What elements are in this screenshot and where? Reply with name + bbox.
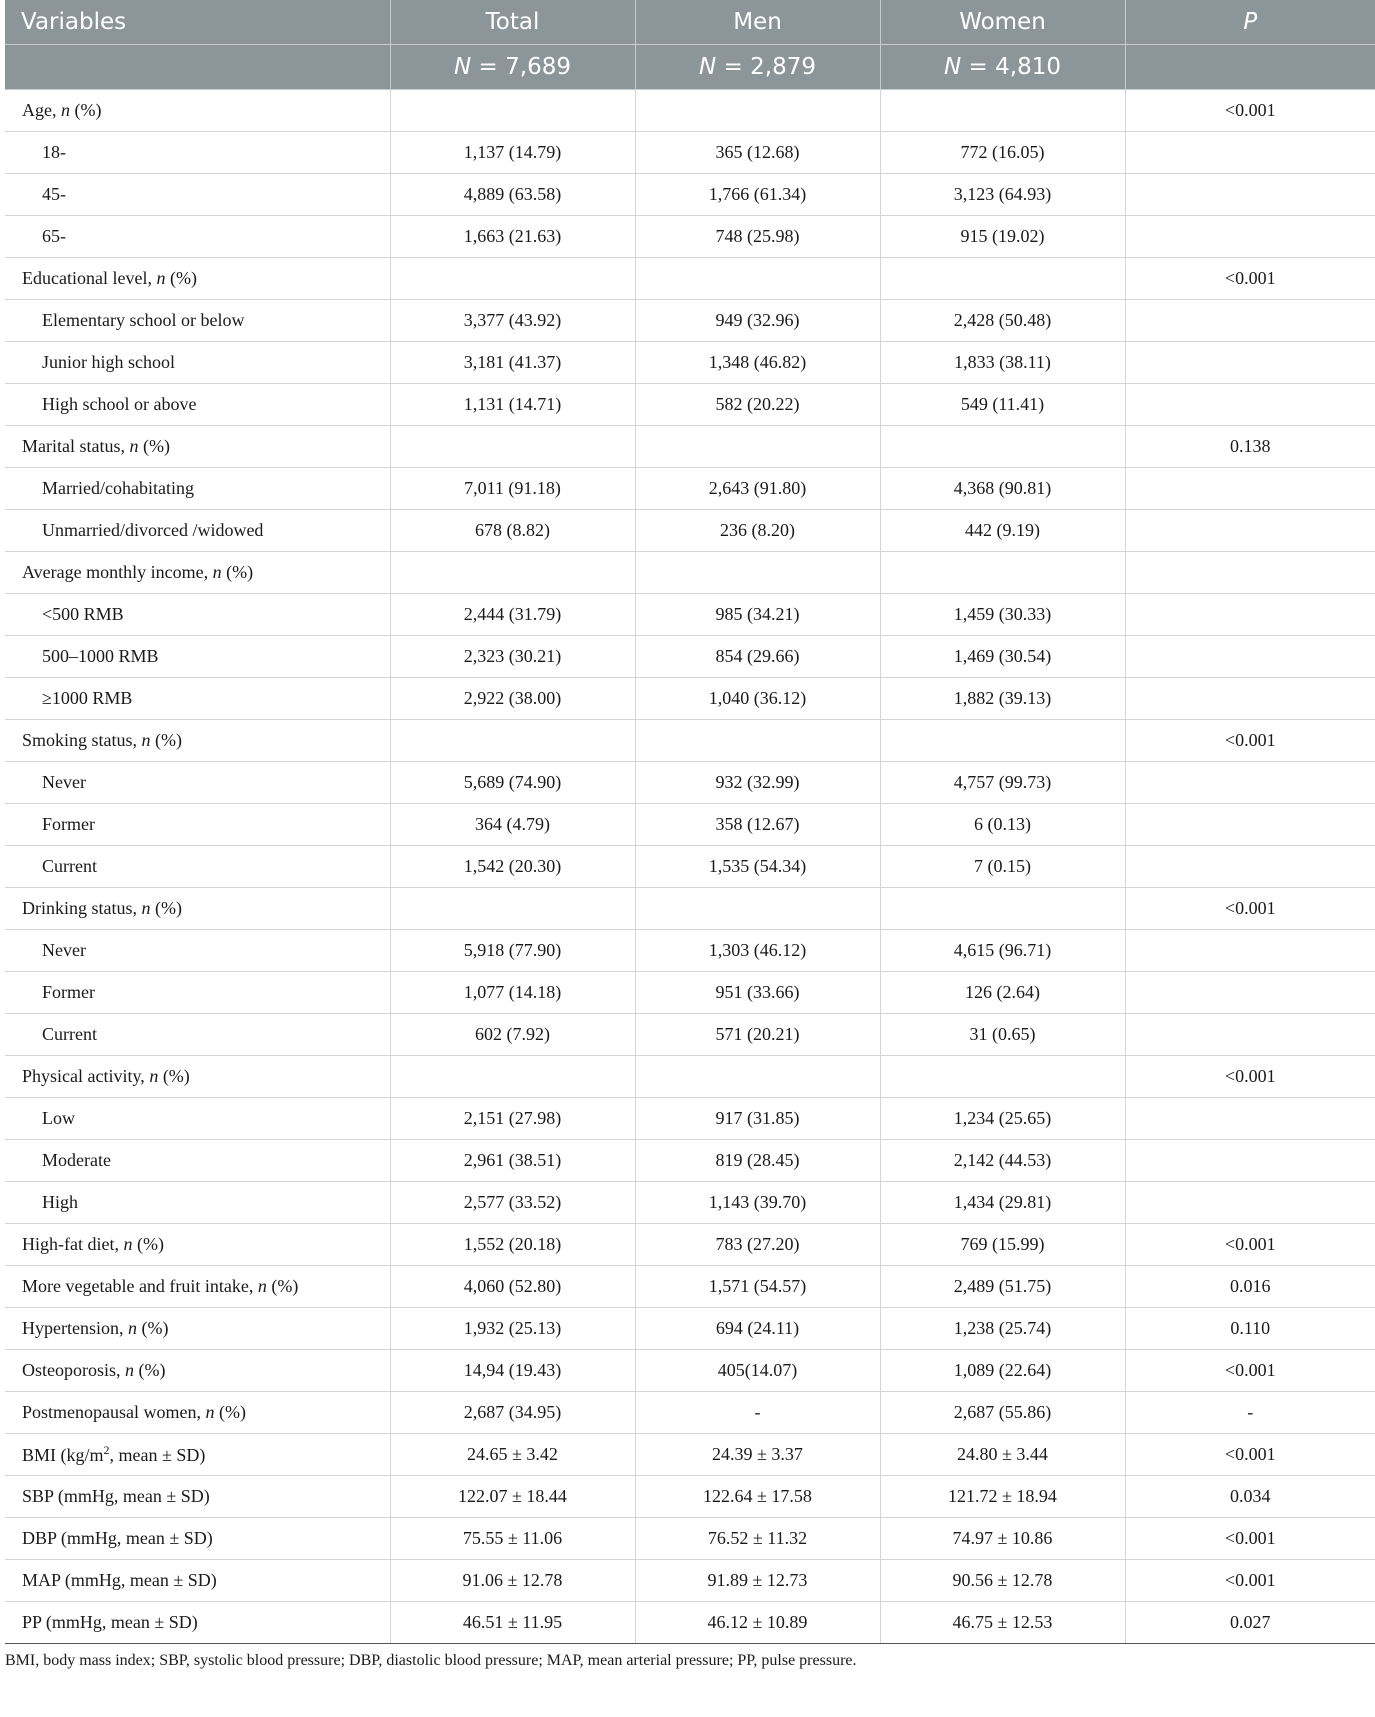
cell-women xyxy=(880,720,1125,762)
cell-total: 91.06 ± 12.78 xyxy=(390,1560,635,1602)
cell-women xyxy=(880,552,1125,594)
table-row xyxy=(5,972,1375,1014)
header-n-blank xyxy=(5,45,390,90)
cell-total: 46.51 ± 11.95 xyxy=(390,1602,635,1644)
cell-total: 122.07 ± 18.44 xyxy=(390,1476,635,1518)
cell-p: 0.034 xyxy=(1125,1476,1375,1518)
cell-p xyxy=(1125,1182,1375,1224)
row-label: Never xyxy=(5,930,390,972)
cell-men: - xyxy=(635,1392,880,1434)
row-label: Married/cohabitating xyxy=(5,468,390,510)
header-variables: Variables xyxy=(5,0,390,45)
cell-men: 854 (29.66) xyxy=(635,636,880,678)
cell-women: 126 (2.64) xyxy=(880,972,1125,1014)
cell-total: 4,060 (52.80) xyxy=(390,1266,635,1308)
header-n-men: N = 2,879 xyxy=(635,45,880,90)
cell-men xyxy=(635,90,880,132)
cell-men: 76.52 ± 11.32 xyxy=(635,1518,880,1560)
header-row-1 xyxy=(5,0,1375,45)
cell-p xyxy=(1125,1014,1375,1056)
row-label: Elementary school or below xyxy=(5,300,390,342)
cell-p xyxy=(1125,132,1375,174)
cell-p xyxy=(1125,972,1375,1014)
cell-women: 46.75 ± 12.53 xyxy=(880,1602,1125,1644)
cell-men: 917 (31.85) xyxy=(635,1098,880,1140)
cell-total: 5,918 (77.90) xyxy=(390,930,635,972)
cell-p: <0.001 xyxy=(1125,720,1375,762)
cell-total: 1,137 (14.79) xyxy=(390,132,635,174)
table-row xyxy=(5,1056,1375,1098)
cell-total xyxy=(390,90,635,132)
cell-p xyxy=(1125,1098,1375,1140)
cell-men: 1,348 (46.82) xyxy=(635,342,880,384)
row-label: DBP (mmHg, mean ± SD) xyxy=(5,1518,390,1560)
cell-p: 0.016 xyxy=(1125,1266,1375,1308)
cell-women: 1,234 (25.65) xyxy=(880,1098,1125,1140)
table-row xyxy=(5,1602,1375,1644)
table-row xyxy=(5,384,1375,426)
cell-men xyxy=(635,720,880,762)
cell-total: 24.65 ± 3.42 xyxy=(390,1434,635,1476)
cell-women: 442 (9.19) xyxy=(880,510,1125,552)
header-n-total: N = 7,689 xyxy=(390,45,635,90)
cell-women: 915 (19.02) xyxy=(880,216,1125,258)
cell-men: 819 (28.45) xyxy=(635,1140,880,1182)
table-row xyxy=(5,174,1375,216)
cell-women: 6 (0.13) xyxy=(880,804,1125,846)
cell-p: <0.001 xyxy=(1125,888,1375,930)
row-label: Former xyxy=(5,972,390,1014)
cell-p xyxy=(1125,762,1375,804)
cell-women: 1,459 (30.33) xyxy=(880,594,1125,636)
cell-total: 3,377 (43.92) xyxy=(390,300,635,342)
row-label: Current xyxy=(5,846,390,888)
characteristics-table xyxy=(5,0,1375,1644)
cell-total: 1,552 (20.18) xyxy=(390,1224,635,1266)
cell-p: <0.001 xyxy=(1125,1224,1375,1266)
cell-women: 121.72 ± 18.94 xyxy=(880,1476,1125,1518)
cell-p xyxy=(1125,930,1375,972)
cell-men: 1,040 (36.12) xyxy=(635,678,880,720)
table-row xyxy=(5,132,1375,174)
cell-p xyxy=(1125,678,1375,720)
cell-total xyxy=(390,552,635,594)
cell-women: 3,123 (64.93) xyxy=(880,174,1125,216)
cell-total: 5,689 (74.90) xyxy=(390,762,635,804)
table-footnote: BMI, body mass index; SBP, systolic blood pressure; DBP, diastolic blood pressure; MAP, mean arterial pressure; PP, pulse pressure. xyxy=(5,1652,857,1669)
cell-total xyxy=(390,258,635,300)
cell-p: 0.027 xyxy=(1125,1602,1375,1644)
cell-women: 90.56 ± 12.78 xyxy=(880,1560,1125,1602)
cell-women xyxy=(880,426,1125,468)
cell-p xyxy=(1125,468,1375,510)
cell-total: 2,961 (38.51) xyxy=(390,1140,635,1182)
cell-total: 1,932 (25.13) xyxy=(390,1308,635,1350)
row-label: Age, n (%) xyxy=(5,90,390,132)
cell-women: 772 (16.05) xyxy=(880,132,1125,174)
row-label: Moderate xyxy=(5,1140,390,1182)
table-row xyxy=(5,216,1375,258)
table-row xyxy=(5,720,1375,762)
table-row xyxy=(5,804,1375,846)
cell-women xyxy=(880,888,1125,930)
row-label: Average monthly income, n (%) xyxy=(5,552,390,594)
cell-p: 0.110 xyxy=(1125,1308,1375,1350)
row-label: Unmarried/divorced /widowed xyxy=(5,510,390,552)
table-row xyxy=(5,762,1375,804)
cell-women: 1,833 (38.11) xyxy=(880,342,1125,384)
row-label: High school or above xyxy=(5,384,390,426)
cell-p xyxy=(1125,216,1375,258)
cell-p: <0.001 xyxy=(1125,90,1375,132)
header-men: Men xyxy=(635,0,880,45)
cell-men: 24.39 ± 3.37 xyxy=(635,1434,880,1476)
row-label: MAP (mmHg, mean ± SD) xyxy=(5,1560,390,1602)
cell-total: 14,94 (19.43) xyxy=(390,1350,635,1392)
table-container xyxy=(5,0,1375,1670)
table-row xyxy=(5,1392,1375,1434)
cell-men: 1,143 (39.70) xyxy=(635,1182,880,1224)
table-row xyxy=(5,594,1375,636)
row-label: PP (mmHg, mean ± SD) xyxy=(5,1602,390,1644)
cell-women: 2,687 (55.86) xyxy=(880,1392,1125,1434)
table-header xyxy=(5,0,1375,90)
row-label: BMI ($kg/m^2$, mean ± SD) xyxy=(5,1434,390,1476)
cell-men: 1,766 (61.34) xyxy=(635,174,880,216)
cell-men: 748 (25.98) xyxy=(635,216,880,258)
cell-men: 365 (12.68) xyxy=(635,132,880,174)
table-row xyxy=(5,426,1375,468)
cell-women: 1,882 (39.13) xyxy=(880,678,1125,720)
cell-men: 46.12 ± 10.89 xyxy=(635,1602,880,1644)
table-row xyxy=(5,258,1375,300)
row-label: <500 RMB xyxy=(5,594,390,636)
cell-total: 602 (7.92) xyxy=(390,1014,635,1056)
table-row xyxy=(5,90,1375,132)
table-row xyxy=(5,846,1375,888)
row-label: 500–1000 RMB xyxy=(5,636,390,678)
cell-women xyxy=(880,1056,1125,1098)
cell-total: 4,889 (63.58) xyxy=(390,174,635,216)
cell-women: 74.97 ± 10.86 xyxy=(880,1518,1125,1560)
cell-p: <0.001 xyxy=(1125,1434,1375,1476)
cell-p xyxy=(1125,552,1375,594)
table-row xyxy=(5,1476,1375,1518)
header-p-blank xyxy=(1125,45,1375,90)
cell-p xyxy=(1125,384,1375,426)
table-row xyxy=(5,1518,1375,1560)
cell-p xyxy=(1125,342,1375,384)
cell-p: 0.138 xyxy=(1125,426,1375,468)
row-label: Never xyxy=(5,762,390,804)
cell-women: 1,238 (25.74) xyxy=(880,1308,1125,1350)
cell-men xyxy=(635,1056,880,1098)
cell-women: 1,434 (29.81) xyxy=(880,1182,1125,1224)
cell-total: 3,181 (41.37) xyxy=(390,342,635,384)
cell-women: 4,368 (90.81) xyxy=(880,468,1125,510)
header-n-women: N = 4,810 xyxy=(880,45,1125,90)
cell-men: 405(14.07) xyxy=(635,1350,880,1392)
cell-women: 7 (0.15) xyxy=(880,846,1125,888)
cell-p: <0.001 xyxy=(1125,1056,1375,1098)
cell-total: 2,577 (33.52) xyxy=(390,1182,635,1224)
cell-men: 1,571 (54.57) xyxy=(635,1266,880,1308)
cell-total xyxy=(390,1056,635,1098)
cell-men: 2,643 (91.80) xyxy=(635,468,880,510)
cell-women: 24.80 ± 3.44 xyxy=(880,1434,1125,1476)
row-label: ≥1000 RMB xyxy=(5,678,390,720)
cell-total: 1,663 (21.63) xyxy=(390,216,635,258)
cell-p xyxy=(1125,594,1375,636)
row-label: Educational level, n (%) xyxy=(5,258,390,300)
cell-total: 2,922 (38.00) xyxy=(390,678,635,720)
table-row xyxy=(5,1182,1375,1224)
cell-men xyxy=(635,552,880,594)
table-row xyxy=(5,1434,1375,1476)
header-p: P xyxy=(1125,0,1375,45)
cell-women: 1,469 (30.54) xyxy=(880,636,1125,678)
cell-men: 985 (34.21) xyxy=(635,594,880,636)
cell-women: 769 (15.99) xyxy=(880,1224,1125,1266)
row-label: More vegetable and fruit intake, n (%) xyxy=(5,1266,390,1308)
row-label: SBP (mmHg, mean ± SD) xyxy=(5,1476,390,1518)
header-total: Total xyxy=(390,0,635,45)
cell-total: 1,077 (14.18) xyxy=(390,972,635,1014)
cell-women: 31 (0.65) xyxy=(880,1014,1125,1056)
table-row xyxy=(5,678,1375,720)
table-row xyxy=(5,342,1375,384)
table-row xyxy=(5,1224,1375,1266)
cell-p xyxy=(1125,804,1375,846)
cell-total: 364 (4.79) xyxy=(390,804,635,846)
cell-total: 1,131 (14.71) xyxy=(390,384,635,426)
cell-men: 694 (24.11) xyxy=(635,1308,880,1350)
cell-women: 2,428 (50.48) xyxy=(880,300,1125,342)
header-women: Women xyxy=(880,0,1125,45)
row-label: High-fat diet, n (%) xyxy=(5,1224,390,1266)
table-row xyxy=(5,636,1375,678)
cell-women xyxy=(880,258,1125,300)
header-n-women-value: 4,810 xyxy=(995,54,1061,80)
row-label: Current xyxy=(5,1014,390,1056)
header-n-men-value: 2,879 xyxy=(750,54,816,80)
table-row xyxy=(5,510,1375,552)
cell-men: 571 (20.21) xyxy=(635,1014,880,1056)
cell-men: 358 (12.67) xyxy=(635,804,880,846)
cell-men: 783 (27.20) xyxy=(635,1224,880,1266)
cell-women: 2,489 (51.75) xyxy=(880,1266,1125,1308)
header-row-2 xyxy=(5,45,1375,90)
cell-p xyxy=(1125,846,1375,888)
cell-men: 1,303 (46.12) xyxy=(635,930,880,972)
table-row xyxy=(5,888,1375,930)
row-label: Postmenopausal women, n (%) xyxy=(5,1392,390,1434)
cell-women: 4,757 (99.73) xyxy=(880,762,1125,804)
row-label: Junior high school xyxy=(5,342,390,384)
row-label: Osteoporosis, n (%) xyxy=(5,1350,390,1392)
cell-p: - xyxy=(1125,1392,1375,1434)
table-row xyxy=(5,1560,1375,1602)
cell-men: 122.64 ± 17.58 xyxy=(635,1476,880,1518)
cell-total: 7,011 (91.18) xyxy=(390,468,635,510)
row-label: 65- xyxy=(5,216,390,258)
cell-total xyxy=(390,888,635,930)
row-label: 45- xyxy=(5,174,390,216)
cell-men: 236 (8.20) xyxy=(635,510,880,552)
cell-p xyxy=(1125,510,1375,552)
cell-p xyxy=(1125,636,1375,678)
table-row xyxy=(5,930,1375,972)
cell-men: 91.89 ± 12.73 xyxy=(635,1560,880,1602)
table-row xyxy=(5,1098,1375,1140)
cell-total: 75.55 ± 11.06 xyxy=(390,1518,635,1560)
cell-men: 949 (32.96) xyxy=(635,300,880,342)
table-row xyxy=(5,300,1375,342)
cell-total xyxy=(390,720,635,762)
row-label: Low xyxy=(5,1098,390,1140)
table-row xyxy=(5,1266,1375,1308)
row-label: Smoking status, n (%) xyxy=(5,720,390,762)
cell-total: 1,542 (20.30) xyxy=(390,846,635,888)
row-label: Physical activity, n (%) xyxy=(5,1056,390,1098)
cell-p xyxy=(1125,1140,1375,1182)
row-label: Marital status, n (%) xyxy=(5,426,390,468)
table-row xyxy=(5,1140,1375,1182)
cell-men xyxy=(635,888,880,930)
row-label: Hypertension, n (%) xyxy=(5,1308,390,1350)
cell-men: 1,535 (54.34) xyxy=(635,846,880,888)
header-n-total-value: 7,689 xyxy=(505,54,571,80)
cell-women: 4,615 (96.71) xyxy=(880,930,1125,972)
cell-total: 2,323 (30.21) xyxy=(390,636,635,678)
cell-women xyxy=(880,90,1125,132)
table-body xyxy=(5,90,1375,1644)
row-label: Former xyxy=(5,804,390,846)
row-label: High xyxy=(5,1182,390,1224)
cell-men: 932 (32.99) xyxy=(635,762,880,804)
cell-total: 678 (8.82) xyxy=(390,510,635,552)
table-row xyxy=(5,1308,1375,1350)
cell-p xyxy=(1125,300,1375,342)
cell-men xyxy=(635,258,880,300)
cell-p: <0.001 xyxy=(1125,1518,1375,1560)
cell-p: <0.001 xyxy=(1125,1560,1375,1602)
table-row xyxy=(5,468,1375,510)
cell-p: <0.001 xyxy=(1125,1350,1375,1392)
cell-total xyxy=(390,426,635,468)
cell-total: 2,151 (27.98) xyxy=(390,1098,635,1140)
cell-men: 951 (33.66) xyxy=(635,972,880,1014)
row-label: Drinking status, n (%) xyxy=(5,888,390,930)
cell-total: 2,687 (34.95) xyxy=(390,1392,635,1434)
cell-men: 582 (20.22) xyxy=(635,384,880,426)
table-row xyxy=(5,1350,1375,1392)
cell-women: 1,089 (22.64) xyxy=(880,1350,1125,1392)
cell-women: 549 (11.41) xyxy=(880,384,1125,426)
cell-men xyxy=(635,426,880,468)
row-label: 18- xyxy=(5,132,390,174)
table-row xyxy=(5,1014,1375,1056)
table-row xyxy=(5,552,1375,594)
cell-total: 2,444 (31.79) xyxy=(390,594,635,636)
cell-women: 2,142 (44.53) xyxy=(880,1140,1125,1182)
cell-p: <0.001 xyxy=(1125,258,1375,300)
cell-p xyxy=(1125,174,1375,216)
